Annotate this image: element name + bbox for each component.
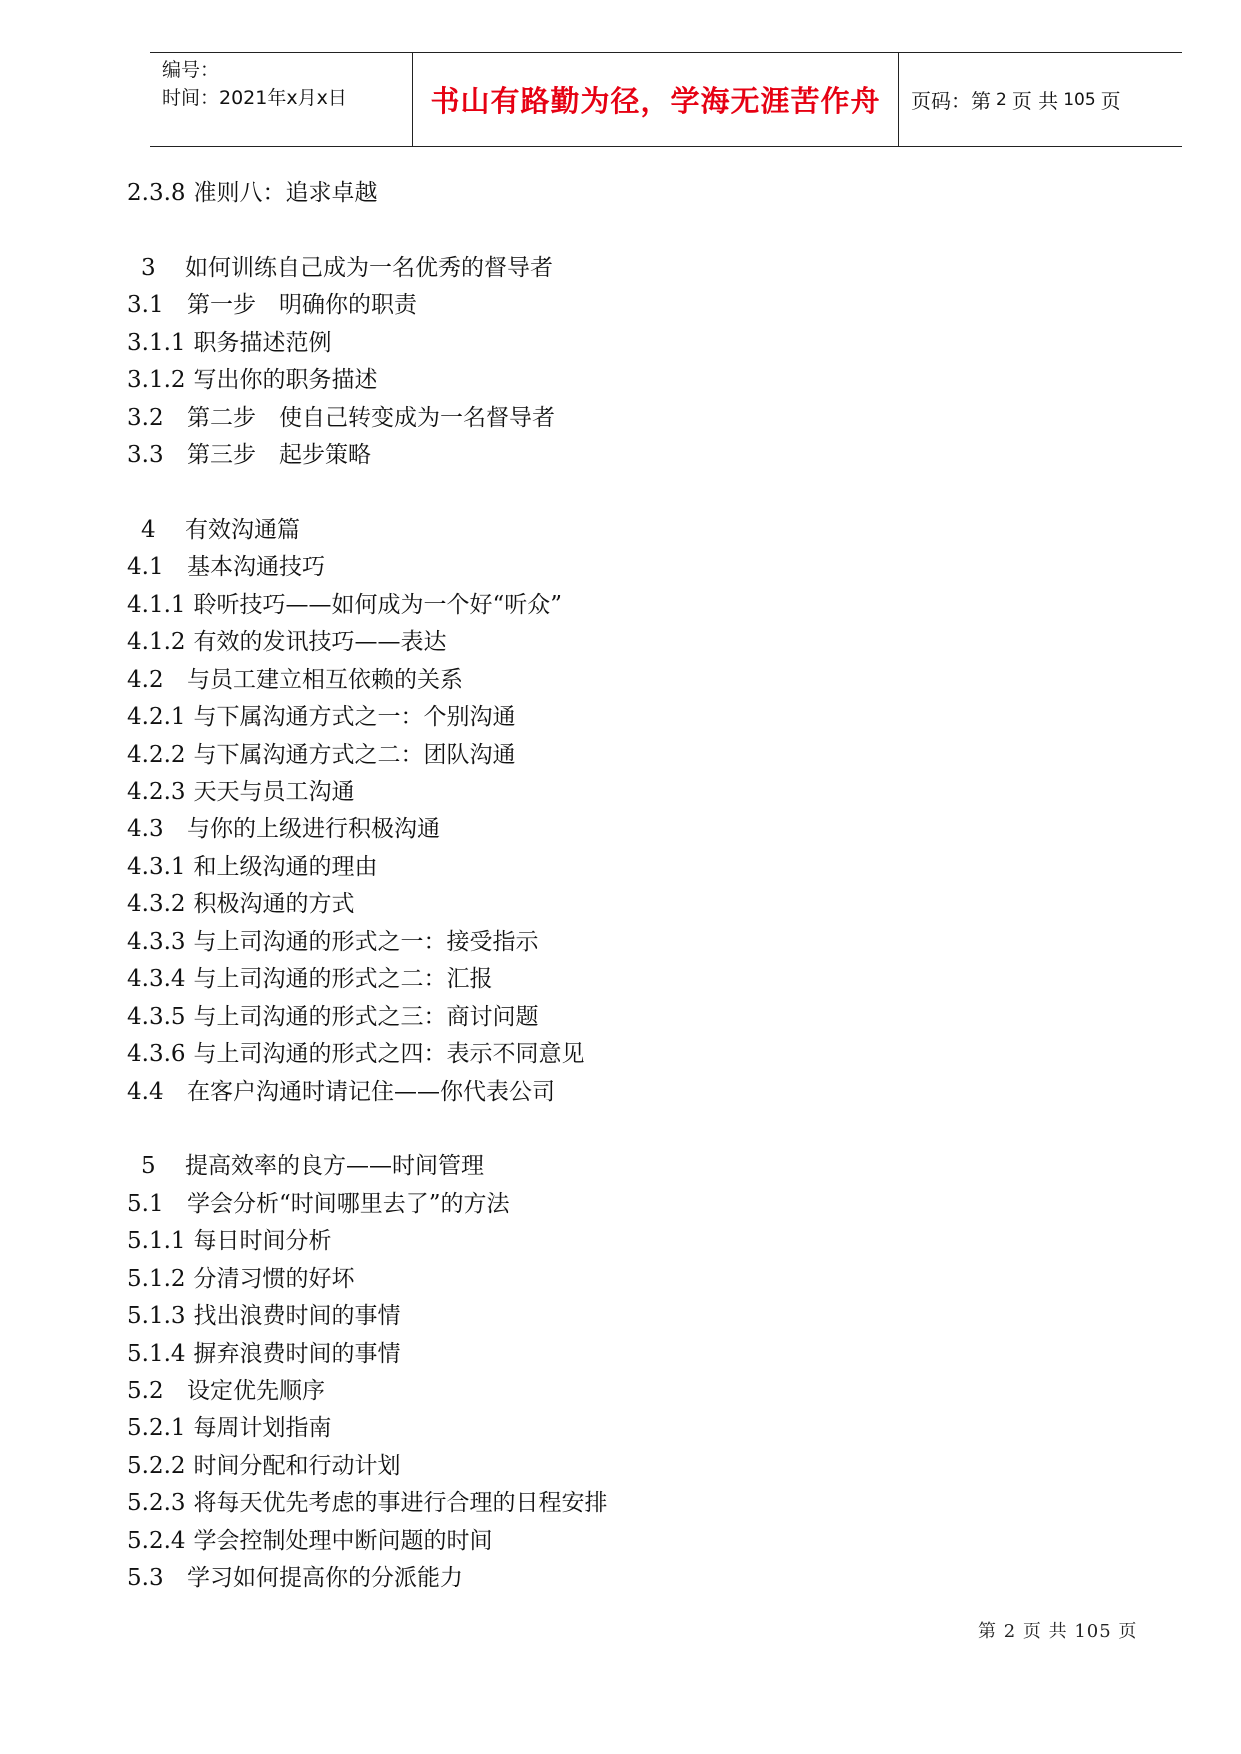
toc-number: 5.1 (127, 1190, 164, 1217)
toc-number: 4.3.2 (127, 891, 186, 918)
toc-entry (127, 400, 1127, 437)
toc-title: 摒弃浪费时间的事情 (193, 1340, 401, 1367)
toc-title: 找出浪费时间的事情 (193, 1303, 401, 1330)
toc-title: 将每天优先考虑的事进行合理的日程安排 (193, 1490, 608, 1517)
toc-entry (127, 362, 1127, 399)
page-suffix: 页 (1100, 89, 1121, 113)
toc-title: 聆听技巧——如何成为一个好“听众” (193, 591, 563, 618)
page-mid: 页 共 (1011, 89, 1059, 113)
toc-number: 4 (141, 516, 156, 543)
toc-number: 5.2.3 (127, 1490, 186, 1517)
toc-entry (127, 1373, 1127, 1410)
time-label: 时间：2021年x月x日 (162, 87, 347, 109)
toc-number: 5.3 (127, 1565, 164, 1592)
toc-number: 5.1.1 (127, 1228, 186, 1255)
toc-entry (127, 1560, 1127, 1597)
toc-spacer (127, 212, 1127, 249)
toc-entry (127, 175, 1127, 212)
toc-title: 与下属沟通方式之一：个别沟通 (193, 704, 516, 731)
toc-number: 5.1.3 (127, 1303, 186, 1330)
toc-number: 4.1.1 (127, 591, 186, 618)
toc-entry (127, 1523, 1127, 1560)
toc-title: 与员工建立相互依赖的关系 (187, 666, 463, 693)
toc-number: 3.1.1 (127, 329, 186, 356)
toc-entry (127, 849, 1127, 886)
toc-number: 4.4 (127, 1078, 164, 1105)
toc-number: 4.3.4 (127, 966, 186, 993)
toc-number: 4.1.2 (127, 629, 186, 656)
toc-entry (127, 1410, 1127, 1447)
toc-number: 4.2.1 (127, 704, 186, 731)
toc-entry (127, 886, 1127, 923)
toc-title: 每日时间分析 (193, 1228, 332, 1255)
page-prefix: 页码：第 (911, 89, 991, 113)
toc-number: 3 (141, 254, 156, 281)
toc-number: 5.1.2 (127, 1265, 186, 1292)
toc-title: 第三步 起步策略 (187, 442, 371, 469)
toc-entry (127, 1261, 1127, 1298)
header-meta (150, 53, 412, 146)
code-label: 编号： (162, 59, 220, 81)
toc-number: 3.2 (127, 404, 164, 431)
toc-entry (127, 924, 1127, 961)
toc-entry (127, 250, 1127, 287)
toc-number: 4.2.3 (127, 779, 186, 805)
toc-entry (127, 1186, 1127, 1223)
toc-title: 时间分配和行动计划 (193, 1452, 401, 1479)
toc-title: 学会控制处理中断问题的时间 (193, 1527, 493, 1554)
toc-title: 学会分析“时间哪里去了”的方法 (187, 1190, 510, 1217)
toc-number: 5 (141, 1153, 156, 1180)
toc-entry (127, 1074, 1127, 1111)
toc-spacer (127, 475, 1127, 512)
motto: 书山有路勤为径，学海无涯苦作舟 (430, 84, 881, 118)
toc-entry (127, 1223, 1127, 1260)
toc-number: 4.1 (127, 554, 164, 581)
toc-entry (127, 1448, 1127, 1485)
toc-title: 与你的上级进行积极沟通 (187, 816, 440, 843)
toc-number: 4.2.2 (127, 741, 186, 768)
table-of-contents (127, 175, 1127, 1598)
toc-title: 在客户沟通时请记住——你代表公司 (187, 1078, 555, 1105)
toc-spacer (127, 1111, 1127, 1148)
toc-entry (127, 999, 1127, 1036)
toc-entry (127, 549, 1127, 586)
toc-title: 提高效率的良方——时间管理 (185, 1153, 484, 1180)
toc-title: 与下属沟通方式之二：团队沟通 (193, 741, 516, 768)
toc-number: 4.3.6 (127, 1041, 186, 1068)
toc-number: 3.1.2 (127, 367, 186, 394)
toc-entry (127, 1148, 1127, 1185)
toc-entry (127, 1298, 1127, 1335)
toc-title: 准则八：追求卓越 (193, 180, 378, 206)
toc-title: 积极沟通的方式 (193, 891, 355, 918)
toc-number: 5.1.4 (127, 1340, 186, 1367)
toc-entry (127, 774, 1127, 811)
toc-number: 2.3.8 (127, 180, 186, 206)
toc-number: 5.2.2 (127, 1452, 186, 1479)
toc-title: 有效沟通篇 (185, 516, 300, 543)
toc-title: 第二步 使自己转变成为一名督导者 (187, 404, 555, 431)
toc-title: 与上司沟通的形式之四：表示不同意见 (193, 1041, 585, 1068)
toc-number: 4.3.3 (127, 928, 186, 955)
toc-title: 与上司沟通的形式之三：商讨问题 (193, 1003, 539, 1030)
toc-number: 4.3.1 (127, 853, 186, 880)
page-total: 105 (1063, 89, 1096, 110)
toc-title: 每周计划指南 (193, 1415, 332, 1442)
toc-title: 分清习惯的好坏 (193, 1265, 355, 1292)
toc-title: 设定优先顺序 (187, 1378, 325, 1404)
toc-title: 有效的发讯技巧——表达 (193, 629, 447, 656)
toc-entry (127, 512, 1127, 549)
toc-title: 与上司沟通的形式之二：汇报 (193, 966, 493, 993)
header-motto-cell (412, 53, 899, 146)
toc-title: 职务描述范例 (193, 329, 332, 356)
toc-title: 天天与员工沟通 (193, 779, 355, 805)
toc-number: 5.2.1 (127, 1415, 186, 1442)
toc-entry (127, 1336, 1127, 1373)
page-header (150, 52, 1182, 147)
toc-number: 3.1 (127, 292, 164, 319)
toc-entry (127, 737, 1127, 774)
toc-title: 基本沟通技巧 (187, 554, 325, 581)
toc-title: 写出你的职务描述 (193, 367, 378, 394)
toc-number: 5.2 (127, 1378, 164, 1404)
page-current: 2 (996, 89, 1007, 110)
toc-number: 3.3 (127, 442, 164, 469)
toc-entry (127, 287, 1127, 324)
toc-entry (127, 325, 1127, 362)
toc-title: 如何训练自己成为一名优秀的督导者 (185, 254, 553, 281)
toc-entry (127, 587, 1127, 624)
toc-entry (127, 1036, 1127, 1073)
toc-title: 学习如何提高你的分派能力 (187, 1565, 463, 1592)
toc-title: 和上级沟通的理由 (193, 853, 378, 880)
toc-entry (127, 811, 1127, 848)
toc-number: 4.2 (127, 666, 164, 693)
toc-title: 第一步 明确你的职责 (187, 292, 417, 319)
toc-number: 4.3.5 (127, 1003, 186, 1030)
page-footer: 第 2 页 共 105 页 (978, 1621, 1138, 1642)
toc-entry (127, 699, 1127, 736)
toc-entry (127, 437, 1127, 474)
toc-entry (127, 624, 1127, 661)
toc-number: 5.2.4 (127, 1527, 186, 1554)
toc-entry (127, 662, 1127, 699)
toc-number: 4.3 (127, 816, 164, 843)
header-page-number (899, 53, 1182, 146)
toc-entry (127, 961, 1127, 998)
toc-title: 与上司沟通的形式之一：接受指示 (193, 928, 539, 955)
toc-entry (127, 1485, 1127, 1522)
